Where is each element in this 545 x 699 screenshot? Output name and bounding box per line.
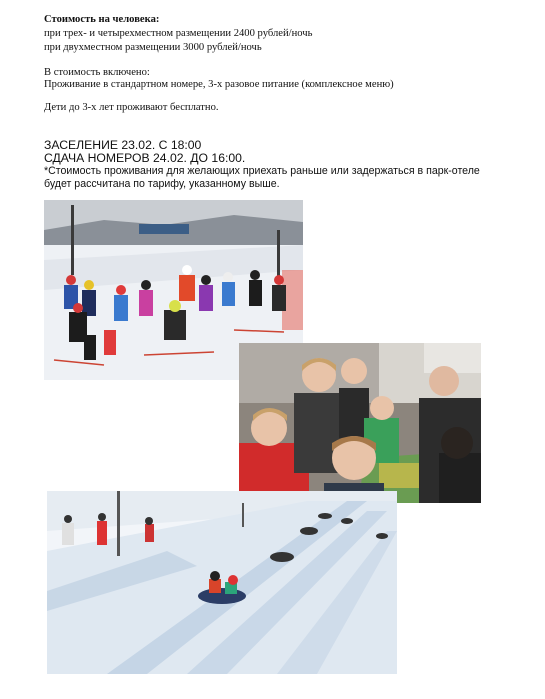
price-note-line-2: будет рассчитана по тарифу, указанному выше. — [44, 178, 280, 190]
included-heading: В стоимость включено: — [44, 67, 150, 78]
checkin-time: ЗАСЕЛЕНИЕ 23.02. С 18:00 — [44, 138, 202, 152]
snow-tubing-photo — [47, 491, 397, 674]
checkout-time: СДАЧА НОМЕРОВ 24.02. ДО 16:00. — [44, 151, 246, 165]
included-text: Проживание в стандартном номере, 3-х разовое питание (комплексное меню) — [44, 79, 394, 90]
price-note-line-1: *Стоимость проживания для желающих приехать раньше или задержаться в парк-отеле — [44, 165, 480, 177]
children-note: Дети до 3-х лет проживают бесплатно. — [44, 102, 219, 113]
price-heading: Стоимость на человека: — [44, 14, 160, 25]
price-line-1: при трех- и четырехместном размещении 2400 рублей/ночь — [44, 28, 313, 39]
board-game-photo — [239, 343, 481, 503]
price-line-2: при двухместном размещении 3000 рублей/ночь — [44, 42, 262, 53]
